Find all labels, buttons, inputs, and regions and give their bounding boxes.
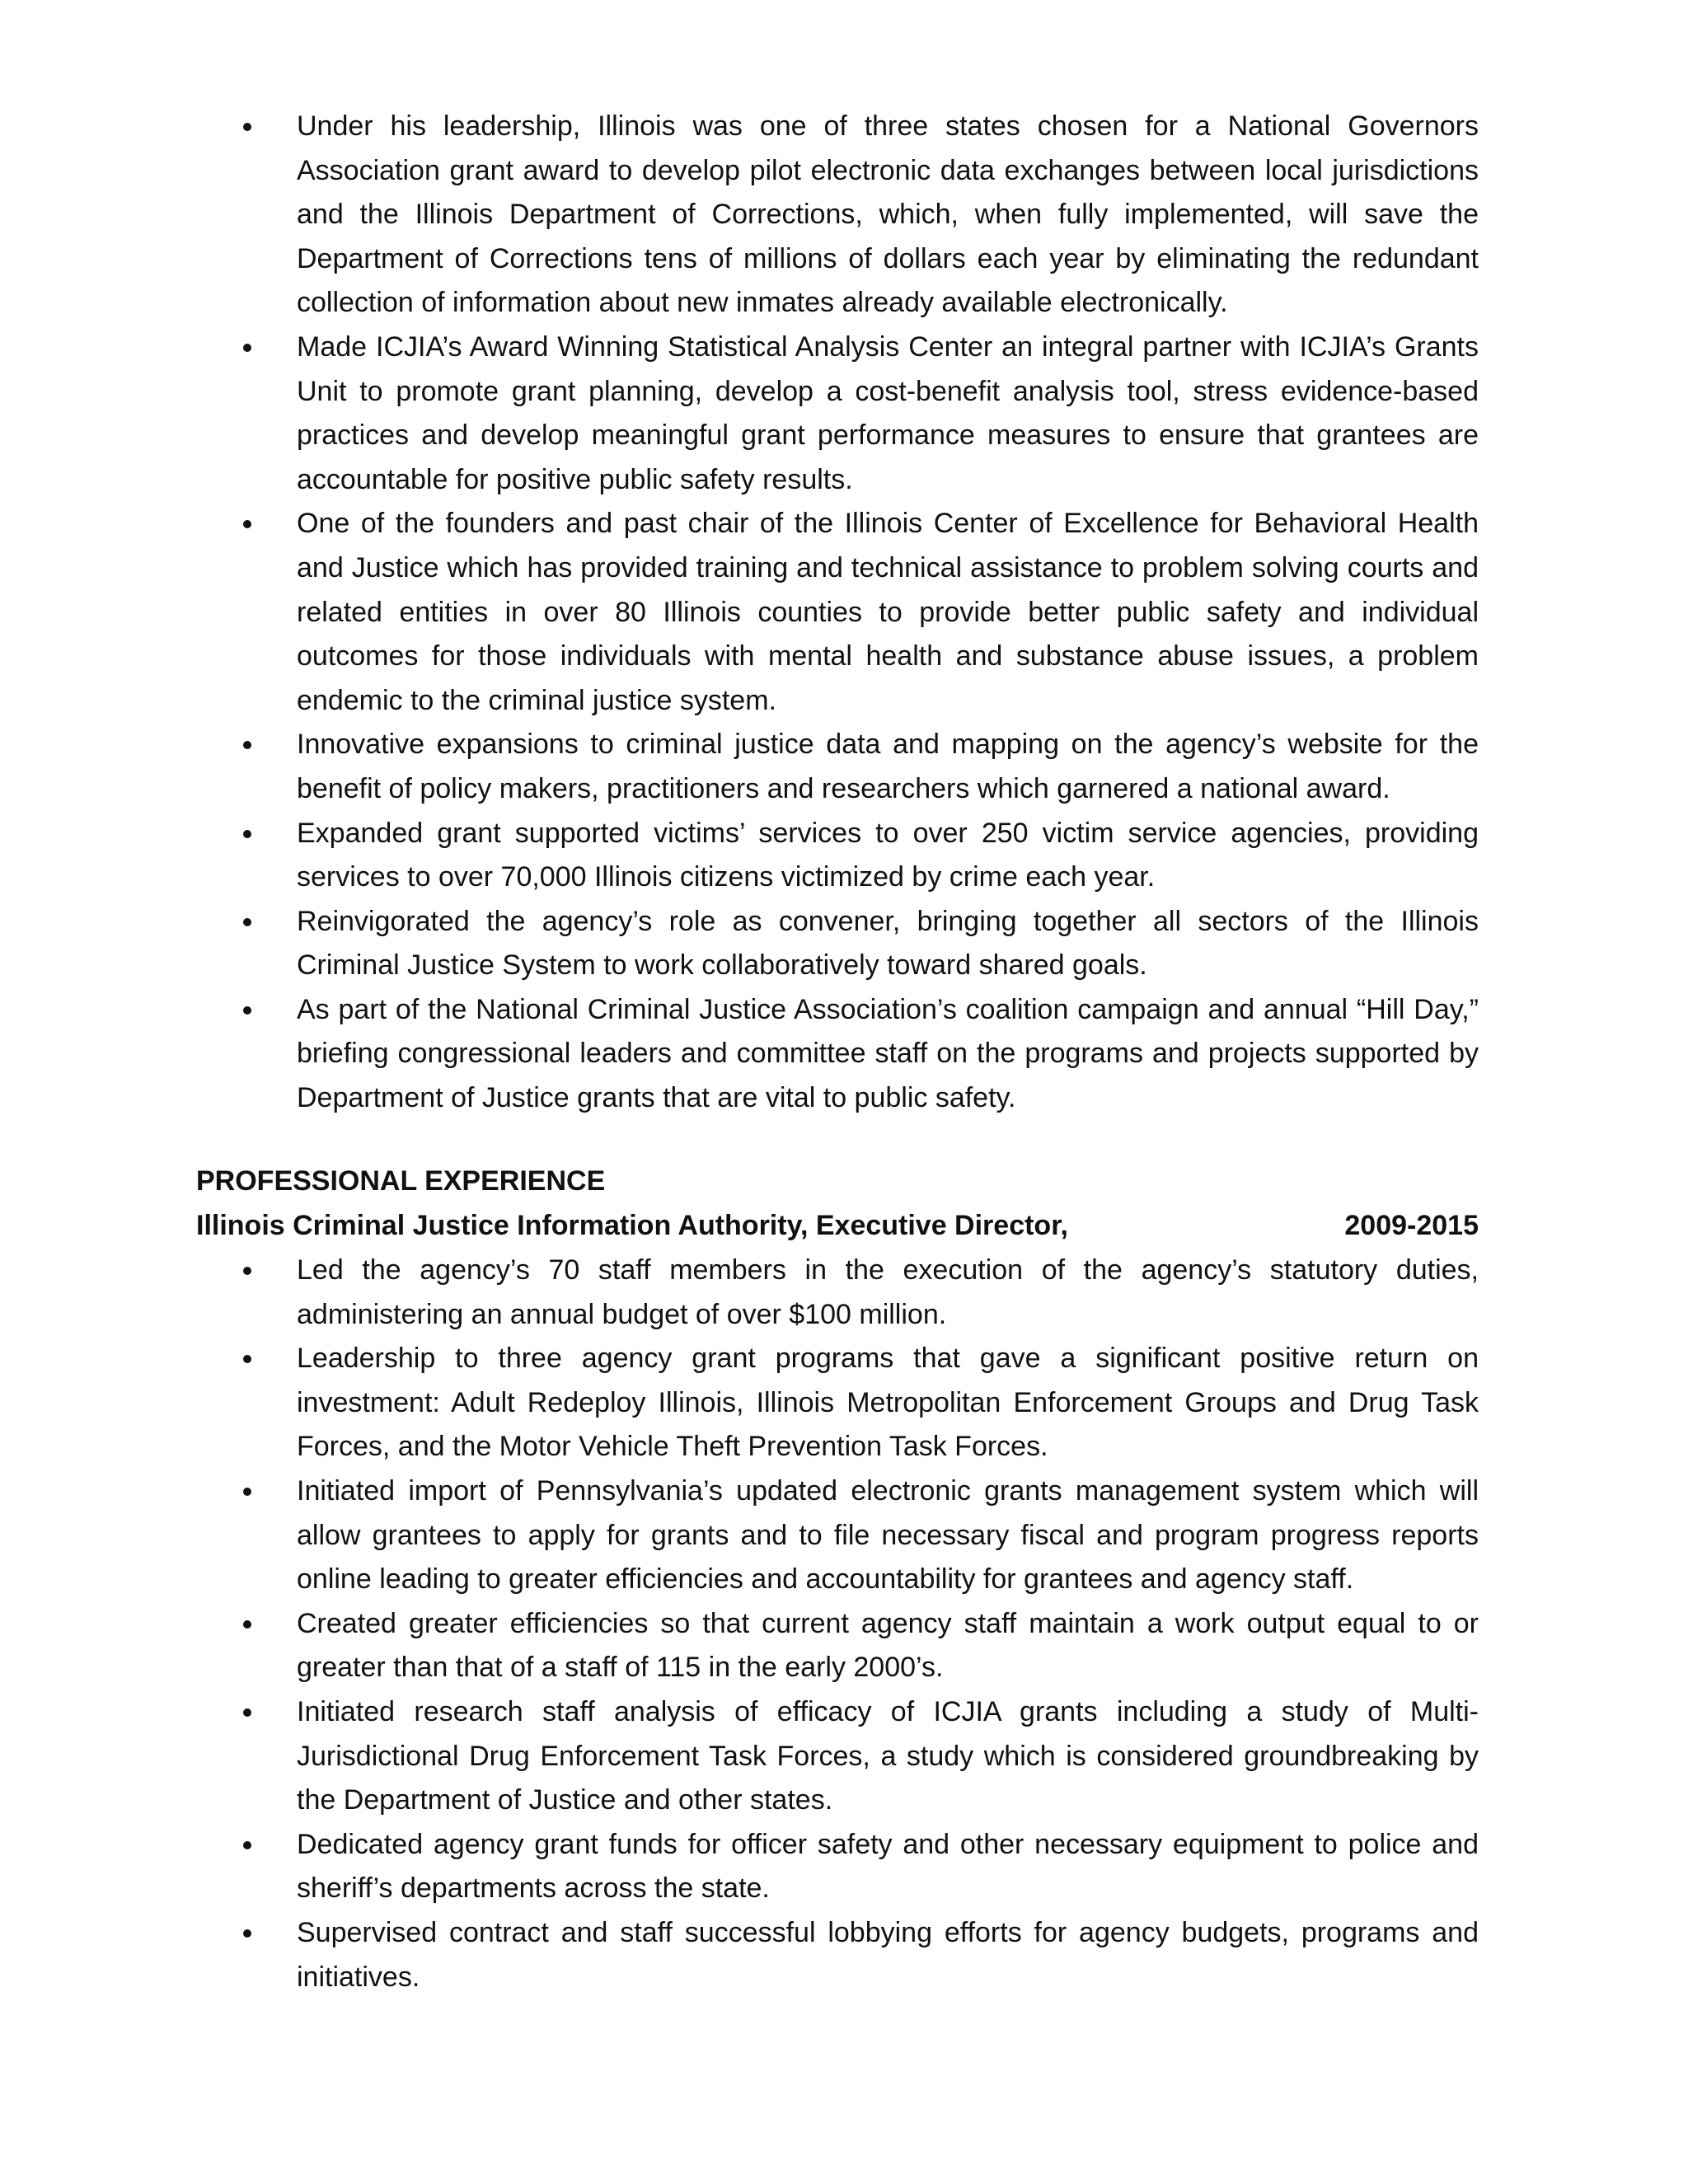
bullet-icon: [243, 1355, 251, 1363]
list-item: [196, 502, 1479, 723]
bullet-icon: [243, 1267, 251, 1275]
list-item: [196, 1690, 1479, 1823]
list-item: [196, 723, 1479, 811]
bullet-text: Supervised contract and staff successful lobbying efforts for agency budgets, programs and initiatives.: [297, 1916, 1479, 1993]
leadership-bullet-list: [196, 105, 1479, 1121]
bullet-text: Reinvigorated the agency’s role as convener, bringing together all sectors of the Illinois Criminal Justice System to work collaboratively toward shared goals.: [297, 905, 1479, 982]
bullet-icon: [243, 830, 251, 838]
bullet-text: Initiated import of Pennsylvania’s updated electronic grants management system which will allow grantees to apply for grants and to file necessary fiscal and program progress reports online leading to greater efficiencies and accountability for grantees and agency staff.: [297, 1474, 1479, 1596]
bullet-text: Dedicated agency grant funds for officer safety and other necessary equipment to police and sheriff’s departments across the state.: [297, 1828, 1479, 1905]
bullet-text: Created greater efficiencies so that current agency staff maintain a work output equal to or greater than that of a staff of 115 in the early 2000’s.: [297, 1607, 1479, 1684]
bullet-text: One of the founders and past chair of the Illinois Center of Excellence for Behavioral Health and Justice which has provided training and technical assistance to problem solving courts and related entities in over 80 Illinois counties to provide better public safety and individual outcomes for those individuals with mental health and substance abuse issues, a problem endemic to the criminal justice system.: [297, 508, 1479, 716]
bullet-icon: [243, 1708, 251, 1717]
bullet-text: Initiated research staff analysis of efficacy of ICJIA grants including a study of Multi-Jurisdictional Drug Enforcement Task Forces, a study which is considered groundbreaking by the Department of Justice and other states.: [297, 1695, 1479, 1816]
list-item: [196, 1823, 1479, 1911]
bullet-text: Led the agency’s 70 staff members in the execution of the agency’s statutory duties, administering an annual budget of over $100 million.: [297, 1254, 1479, 1330]
bullet-icon: [243, 1841, 251, 1849]
list-item: [196, 1602, 1479, 1690]
bullet-text: Under his leadership, Illinois was one of three states chosen for a National Governors Association grant award to develop pilot electronic data exchanges between local jurisdictions and the Illinois Department of Corrections, which, when fully implemented, will save the Department of Corrections tens of millions of dollars each year by eliminating the redundant collection of information about new inmates already available electronically.: [297, 110, 1479, 319]
bullet-icon: [243, 344, 251, 352]
bullet-icon: [243, 123, 251, 131]
bullet-icon: [243, 918, 251, 926]
job-heading: [196, 1204, 1479, 1249]
bullet-icon: [243, 1006, 251, 1015]
bullet-text: Expanded grant supported victims’ services to over 250 victim service agencies, providing services to over 70,000 Illinois citizens victimized by crime each year.: [297, 817, 1479, 893]
list-item: [196, 105, 1479, 326]
list-item: [196, 1911, 1479, 1999]
job-dates: 2009-2015: [1344, 1210, 1479, 1241]
bullet-icon: [243, 741, 251, 749]
list-item: [196, 988, 1479, 1121]
list-item: [196, 900, 1479, 988]
bullet-text: Innovative expansions to criminal justice data and mapping on the agency’s website for the benefit of policy makers, practitioners and researchers which garnered a national award.: [297, 729, 1479, 804]
list-item: [196, 1249, 1479, 1337]
experience-bullet-list: [196, 1249, 1479, 1999]
bullet-text: Made ICJIA’s Award Winning Statistical Analysis Center an integral partner with ICJIA’s Grants Unit to promote grant planning, develop a cost-benefit analysis tool, stress evidence-based practices and develop meaningful grant performance measures to ensure that grantees are accountable for positive public safety results.: [297, 330, 1479, 495]
bullet-icon: [243, 520, 251, 528]
bullet-icon: [243, 1929, 251, 1938]
list-item: [196, 1337, 1479, 1469]
bullet-text: Leadership to three agency grant programs that gave a significant positive return on investment: Adult Redeploy Illinois, Illinois Metropolitan Enforcement Groups and Drug Task Forces, and the Motor Vehicle Theft Prevention Task Forces.: [297, 1343, 1479, 1463]
list-item: [196, 1469, 1479, 1602]
bullet-icon: [243, 1620, 251, 1629]
bullet-icon: [243, 1488, 251, 1496]
bullet-text: As part of the National Criminal Justice Association’s coalition campaign and annual “Hill Day,” briefing congressional leaders and committee staff on the programs and projects supported by Department of Justice grants that are vital to public safety.: [297, 993, 1479, 1114]
list-item: [196, 812, 1479, 900]
job-title: Illinois Criminal Justice Information Authority, Executive Director,: [196, 1210, 1069, 1241]
list-item: [196, 326, 1479, 502]
section-heading: PROFESSIONAL EXPERIENCE: [196, 1165, 606, 1197]
